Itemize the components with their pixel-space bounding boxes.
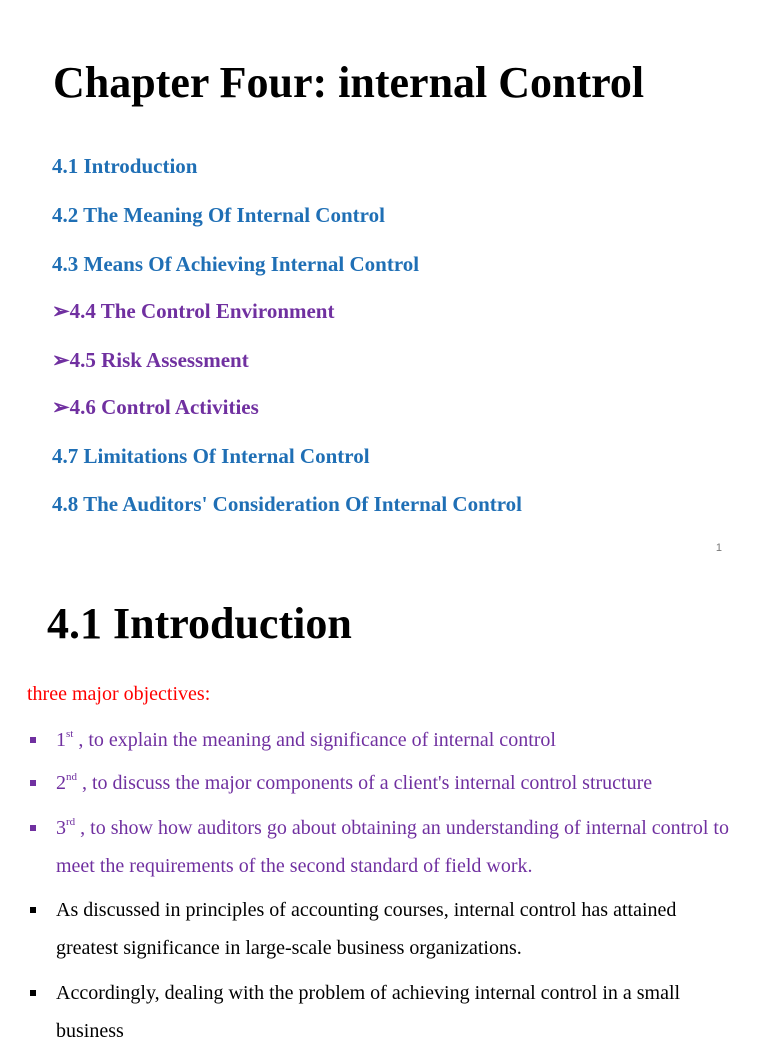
objectives-label: three major objectives: [27, 683, 211, 705]
bullet-body: , to discuss the major components of a client's internal control structure [77, 772, 653, 794]
arrow-bullet-icon: ➢ [52, 348, 70, 372]
toc-item-label: 4.5 Risk Assessment [69, 348, 249, 372]
arrow-bullet-icon: ➢ [52, 299, 70, 323]
toc-item-label: 4.2 The Meaning Of Internal Control [52, 203, 385, 227]
toc-item-label: 4.7 Limitations Of Internal Control [52, 444, 370, 468]
bullet-body: , to explain the meaning and significance of internal control [73, 729, 556, 751]
bullet-text: Accordingly, dealing with the problem of achieving internal control in a small business [56, 982, 681, 1042]
toc-item-4-5[interactable] [52, 346, 249, 374]
ordinal: 1 [56, 729, 66, 751]
square-bullet-icon [30, 737, 36, 743]
chapter-title: Chapter Four: internal Control [53, 58, 645, 107]
bullet-text [56, 721, 736, 759]
section-title: 4.1 Introduction [47, 599, 352, 648]
square-bullet-icon [30, 780, 36, 786]
slide-introduction [0, 570, 768, 1042]
toc-item-label: 4.3 Means Of Achieving Internal Control [52, 252, 420, 276]
toc-item-4-6[interactable] [52, 393, 259, 421]
ordinal-suffix: nd [66, 771, 77, 784]
arrow-bullet-icon: ➢ [52, 395, 70, 419]
toc-item-4-3[interactable] [52, 250, 419, 278]
page-number: 1 [715, 542, 722, 554]
toc-item-label: 4.1 Introduction [52, 154, 198, 178]
ordinal: 2 [56, 772, 66, 794]
toc-item-4-8[interactable] [52, 490, 522, 518]
square-bullet-icon [30, 907, 36, 913]
toc-item-4-1[interactable] [52, 152, 197, 180]
square-bullet-icon [30, 990, 36, 996]
bullet-text [56, 764, 736, 802]
toc-item-label: 4.6 Control Activities [69, 395, 259, 419]
toc-item-4-4[interactable] [52, 297, 334, 325]
toc-item-4-7[interactable] [52, 442, 370, 470]
square-bullet-icon [30, 825, 36, 831]
bullet-text: As discussed in principles of accounting courses, internal control has attained greatest significance in large-scale business organizations. [56, 899, 677, 959]
ordinal-suffix: rd [66, 816, 76, 829]
bullet-text [56, 809, 736, 885]
toc-item-label: 4.8 The Auditors' Consideration Of Internal Control [52, 492, 523, 516]
bullet-body: , to show how auditors go about obtaining an understanding of internal control to meet the requirements of the second standard of field work. [56, 817, 729, 877]
toc-item-label: 4.4 The Control Environment [69, 299, 335, 323]
ordinal-suffix: st [66, 728, 74, 741]
toc-item-4-2[interactable] [52, 201, 385, 229]
ordinal: 3 [56, 817, 66, 839]
